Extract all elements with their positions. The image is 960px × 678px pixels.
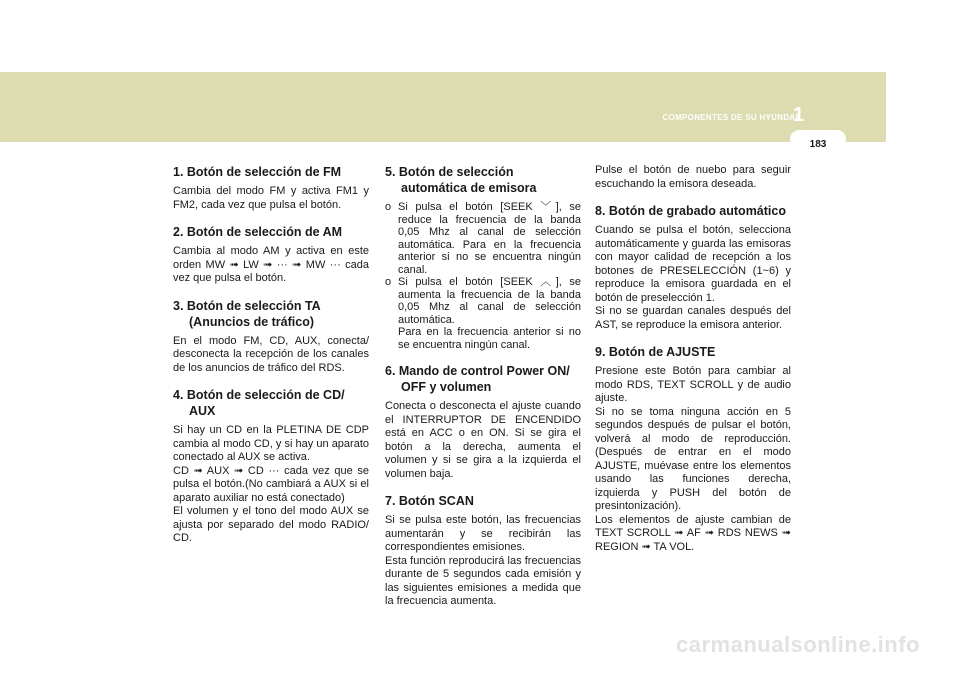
- column-2: [385, 164, 581, 621]
- chapter-number: 1: [793, 104, 805, 126]
- intro-text: Pulse el botón de nuebo para seguir escuchando la emisora deseada.: [595, 164, 791, 190]
- section-title: 8. Botón de grabado automático: [595, 204, 786, 218]
- section-body: Cambia del modo FM y activa FM1 y FM2, cada vez que pulsa el botón.: [173, 185, 369, 211]
- section-title: 3. Botón de selección TA (Anuncios de tráfico): [173, 298, 321, 329]
- body-line: Si no se guardan canales después del AST, se reproduce la emisora anterior.: [595, 305, 791, 331]
- column-1: [173, 164, 369, 558]
- chapter-title: COMPONENTES DE SU HYUNDAI: [662, 113, 798, 122]
- body-line: Los elementos de ajuste cambian de TEXT SCROLL ➟ AF ➟ RDS NEWS ➟ REGION ➟ TA VOL.: [595, 513, 791, 553]
- section-title: 7. Botón SCAN: [385, 494, 474, 508]
- bullet-text-extra: Para en la frecuencia anterior si no se encuentra ningún canal.: [398, 326, 581, 351]
- body-line: El volumen y el tono del modo AUX se ajusta por separado del modo RADIO/ CD.: [173, 505, 369, 544]
- column-3: [595, 164, 791, 566]
- page-number: 183: [809, 139, 827, 150]
- body-line: Esta función reproducirá las frecuencias durante de 5 segundos cada emisión y las siguientes emisiones a medida que la frecuencia aumenta.: [385, 554, 581, 607]
- section-body: En el modo FM, CD, AUX, conecta/ desconecta la recepción de los canales de los anuncios de tráfico del RDS.: [173, 334, 369, 374]
- section-title: 1. Botón de selección de FM: [173, 165, 342, 179]
- bullet-marker: o: [385, 201, 392, 213]
- body-line: Si se pulsa este botón, las frecuencias aumentarán y se recibirán las correspondientes emisiones.: [385, 514, 581, 553]
- section-body: Cambia al modo AM y activa en este orden MW ➟ LW ➟ ··· ➟ MW ··· cada vez que pulsa el botón.: [173, 245, 369, 284]
- section-body: [173, 424, 369, 546]
- section-title: 2. Botón de selección de AM: [173, 225, 343, 239]
- section-body: [385, 514, 581, 609]
- body-line: Si no se toma ninguna acción en 5 segundos después de pulsar el botón, volverá al modo de reproducción. (Después de entrar en el modo AJUSTE, muévase entre los elementos usando las funciones derecha, izquierda y PUSH del botón de presintonización).: [595, 405, 791, 512]
- section-body: [595, 224, 791, 332]
- bullet-item: [385, 201, 581, 276]
- body-line: Presione este Botón para cambiar al modo RDS, TEXT SCROLL y de audio ajuste.: [595, 365, 791, 404]
- body-line: Cuando se pulsa el botón, selecciona automáticamente y guarda las emisoras con mayor calidad de recepción a los botones de PRESELECCIÓN (1~6) y reproduce la emisora guardada en el botón de preselección 1.: [595, 224, 791, 304]
- bullet-text: Si pulsa el botón [SEEK ︿], se aumenta la frecuencia de la banda 0,05 Mhz al canal de selección automática.: [398, 276, 581, 326]
- section-title: 9. Botón de AJUSTE: [595, 345, 716, 359]
- section-body: Conecta o desconecta el ajuste cuando el INTERRUPTOR DE ENCENDIDO está en ACC o en ON. Si se gira el botón a la derecha, aumenta el volumen y si se gira a la izquierda el volumen baja.: [385, 400, 581, 480]
- body-line: CD ➟ AUX ➟ CD ··· cada vez que se pulsa el botón.(No cambiará a AUX si el aparato auxiliar no está conectado): [173, 464, 369, 504]
- section-title: 5. Botón de selección automática de emisora: [385, 165, 537, 195]
- bullet-item: [385, 276, 581, 351]
- bullet-text: Si pulsa el botón [SEEK ﹀], se reduce la frecuencia de la banda 0,05 Mhz al canal de selección automática. Para en la frecuencia anterior si no se encuentra ningún canal.: [398, 201, 581, 276]
- body-line: Si hay un CD en la PLETINA DE CDP cambia al modo CD, y si hay un aparato conectado al AUX se activa.: [173, 424, 369, 463]
- section-title: 4. Botón de selección de CD/ AUX: [173, 388, 345, 418]
- header-band: [0, 72, 886, 142]
- bullet-marker: o: [385, 276, 392, 288]
- section-title: 6. Mando de control Power ON/ OFF y volumen: [385, 364, 570, 394]
- watermark: carmanualsonline.info: [676, 632, 920, 657]
- section-body: [595, 365, 791, 554]
